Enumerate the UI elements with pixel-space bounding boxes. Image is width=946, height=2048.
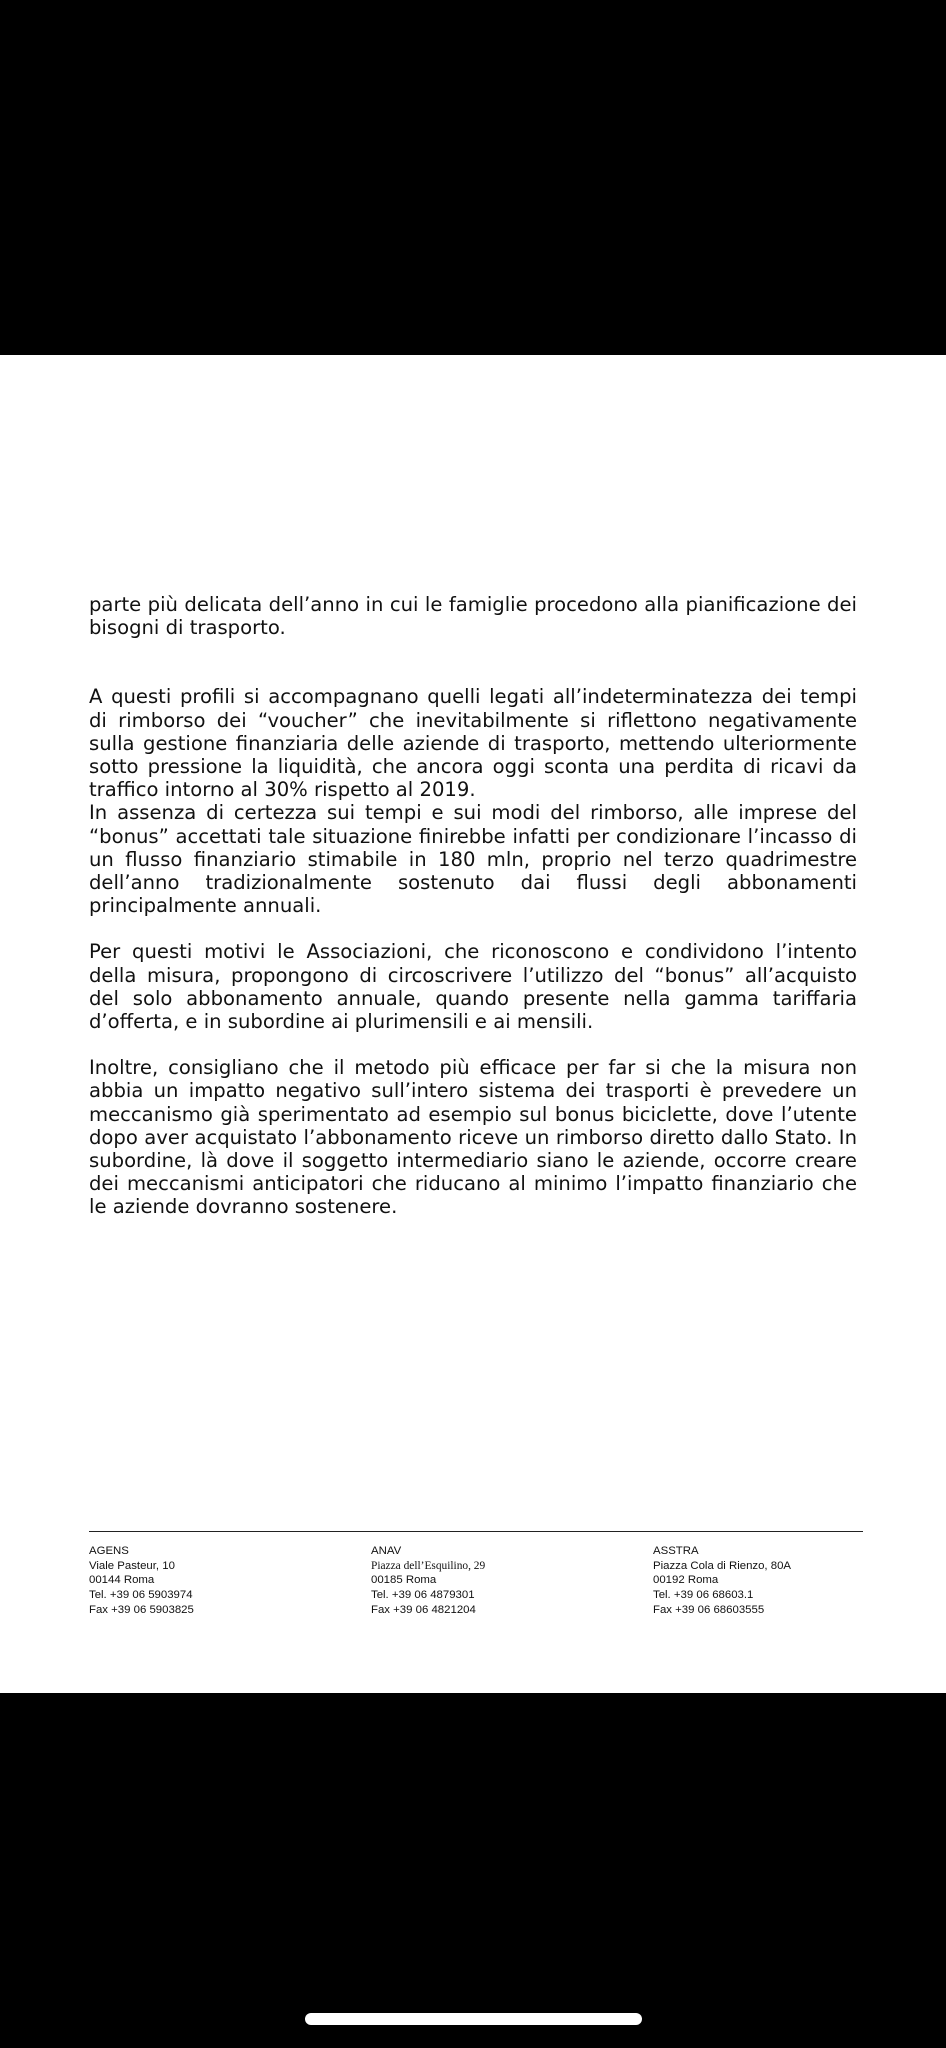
footer-anav: [371, 1544, 631, 1618]
footer-agens: [89, 1544, 349, 1618]
paragraph-5: Inoltre, consigliano che il metodo più efficace per far si che la misura non abbia un impatto negativo sull’intero sistema dei trasporti è prevedere un meccanismo già sperimentato ad esempio sul bonus biciclette, dove l’utente dopo aver acquistato l’abbonamento riceve un rimborso diretto dallo Stato. In subordine, là dove il soggetto intermediario siano le aziende, occorre creare dei meccanismi anticipatori che riducano al minimo l’impatto finanziario che le aziende dovranno sostenere.: [89, 1056, 857, 1219]
footer-agens-fax: Fax +39 06 5903825: [89, 1603, 194, 1616]
footer-asstra-name: ASSTRA: [653, 1545, 699, 1557]
home-indicator[interactable]: [305, 2013, 642, 2025]
footer-asstra-tel: Tel. +39 06 68603.1: [653, 1589, 754, 1602]
footer-asstra-address: Piazza Cola di Rienzo, 80A: [653, 1559, 792, 1572]
footer-agens-tel: Tel. +39 06 5903974: [89, 1589, 193, 1602]
footer-asstra: [653, 1544, 913, 1618]
footer-anav-tel: Tel. +39 06 4879301: [371, 1589, 475, 1602]
bottom-black-bar: [0, 1693, 946, 2048]
paragraph-1: parte più delicata dell’anno in cui le famiglie procedono alla pianificazione dei bisogni di trasporto.: [89, 593, 857, 640]
footer-anav-address: Piazza dell’Esquilino, 29: [371, 1559, 486, 1572]
footer-anav-fax: Fax +39 06 4821204: [371, 1603, 476, 1616]
paragraph-2: A questi profili si accompagnano quelli legati all’indeterminatezza dei tempi di rimborso dei “voucher” che inevitabilmente si riflettono negativamente sulla gestione finanziaria delle aziende di trasporto, mettendo ulteriormente sotto pressione la liquidità, che ancora oggi sconta una perdita di ricavi da traffico intorno al 30% rispetto al 2019.: [89, 685, 857, 802]
top-black-bar: [0, 0, 946, 355]
paragraph-3: In assenza di certezza sui tempi e sui modi del rimborso, alle imprese del “bonus” accettati tale situazione finirebbe infatti per condizionare l’incasso di un flusso finanziario stimabile in 180 mln, proprio nel terzo quadrimestre dell’anno tradizionalmente sostenuto dai flussi degli abbonamenti principalmente annuali.: [89, 801, 857, 918]
paragraph-4: Per questi motivi le Associazioni, che riconoscono e condividono l’intento della misura, propongono di circoscrivere l’utilizzo del “bonus” all’acquisto del solo abbonamento annuale, quando presente nella gamma tariffaria d’offerta, e in subordine ai plurimensili e ai mensili.: [89, 940, 857, 1034]
paragraph-spacer: [89, 639, 857, 685]
paragraph-spacer: [89, 917, 857, 940]
footer-anav-city: 00185 Roma: [371, 1574, 437, 1587]
document-body: [89, 593, 857, 1219]
document-page: [0, 355, 946, 1693]
footer-agens-address: Viale Pasteur, 10: [89, 1559, 175, 1572]
footer-agens-city: 00144 Roma: [89, 1574, 155, 1587]
footer-divider: [89, 1531, 863, 1532]
paragraph-spacer: [89, 1033, 857, 1056]
footer-asstra-fax: Fax +39 06 68603555: [653, 1603, 765, 1616]
footer-anav-name: ANAV: [371, 1545, 402, 1557]
footer-asstra-city: 00192 Roma: [653, 1574, 719, 1587]
footer-agens-name: AGENS: [89, 1545, 129, 1557]
